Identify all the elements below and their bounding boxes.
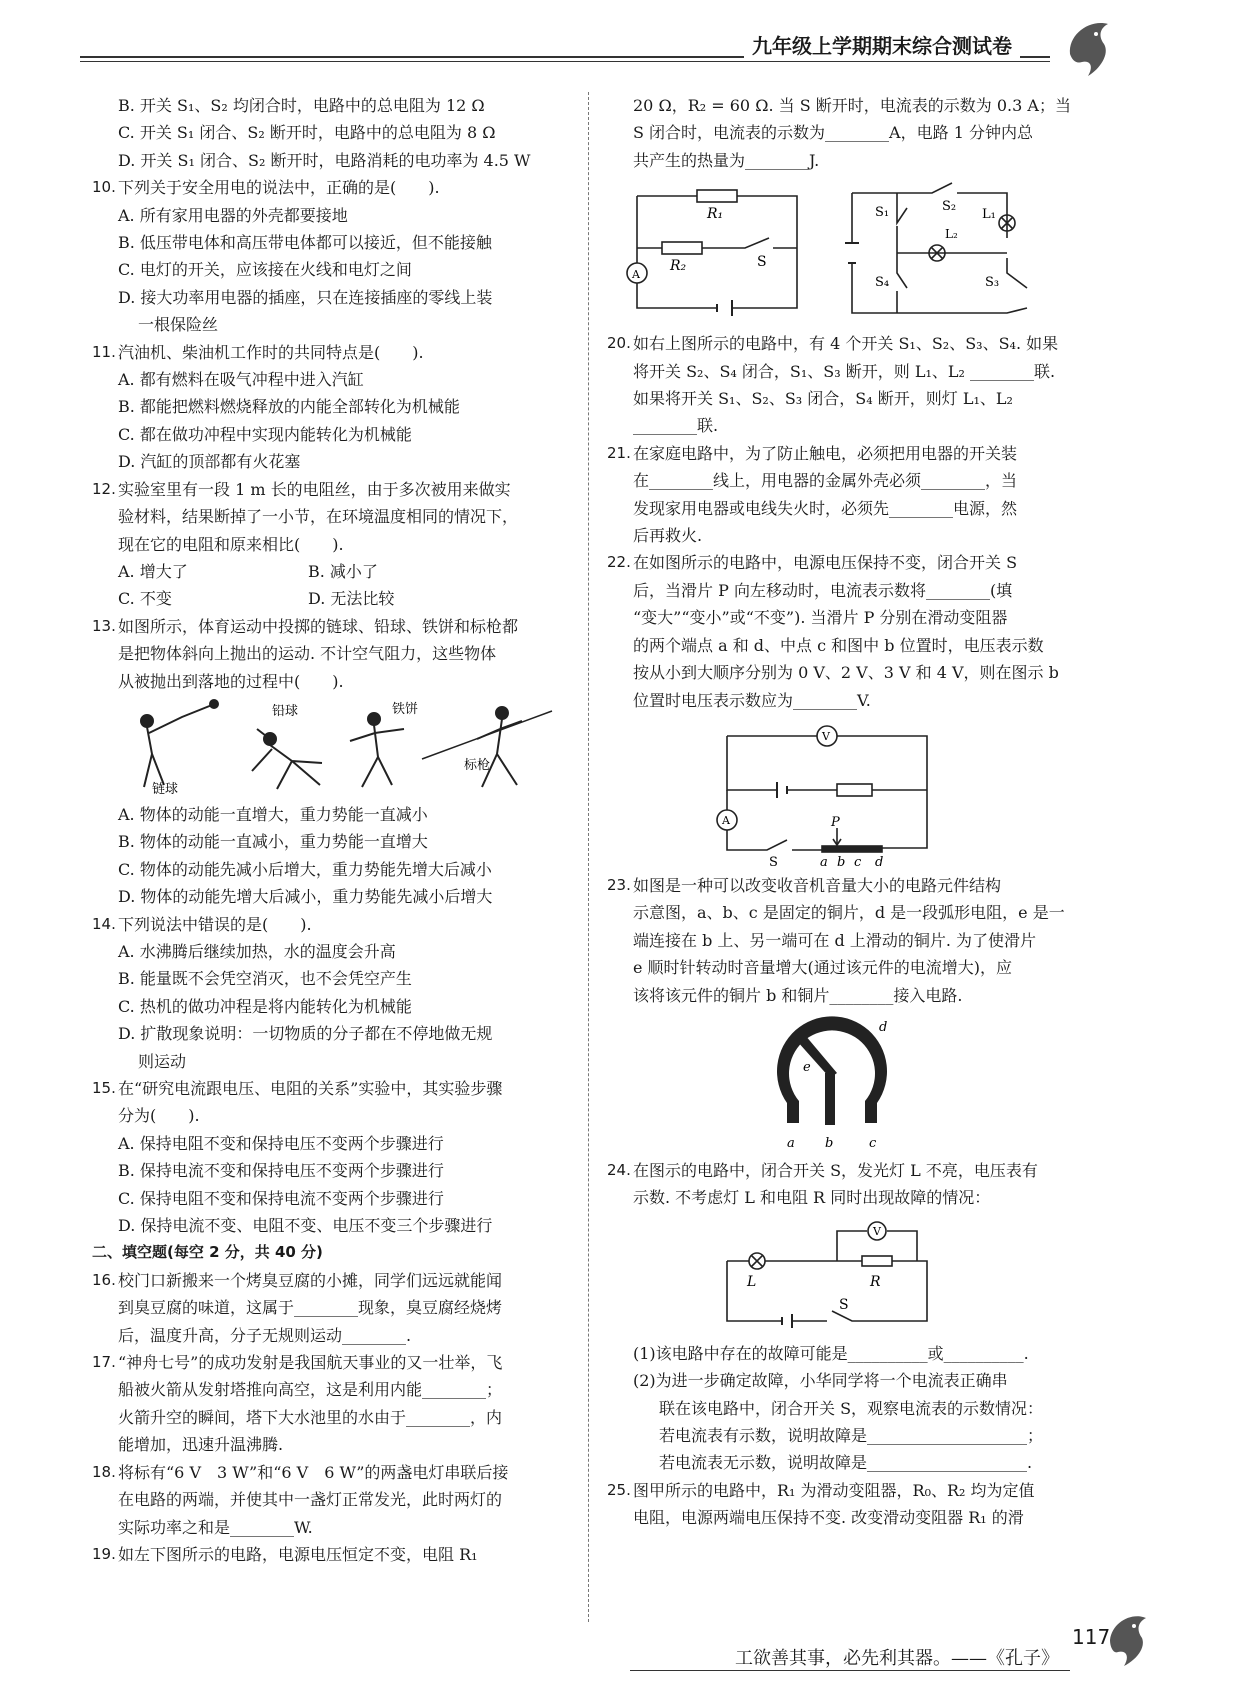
question-22: 22. 在如图所示的电路中，电源电压保持不变，闭合开关 S 后，当滑片 P 向左移动时，电流表示数将________(填 “变大”“变小”或“不变”). 当滑片 P 分别在滑动变阻器 的两个端点 a 和 d、中点 c 和图中 b 位置时，电压表示数 按从小到大顺序分别为 0 V、2 V、3 V 和 4 V，则在图示 b 位置时电压表示数应为________V.	[607, 553, 1059, 710]
q12-option-a: A. 增大了	[118, 561, 188, 581]
throwing-sports-figure	[92, 699, 568, 797]
potentiometer-diagram	[607, 1013, 1087, 1153]
q24-sub-1: (1)该电路中存在的故障可能是__________或__________.	[633, 1343, 1029, 1363]
q12-options-row2	[92, 585, 568, 612]
q13-option-c: C. 物体的动能先减小后增大，重力势能先增大后减小	[118, 859, 492, 879]
question-10: 10. 下列关于安全用电的说法中，正确的是( ).	[92, 174, 568, 201]
q13-option-d: D. 物体的动能先增大后减小，重力势能先减小后增大	[118, 887, 493, 907]
label-s2: S₂	[942, 199, 957, 215]
label-p: P	[831, 814, 840, 830]
label-a-end: a	[820, 854, 828, 868]
q15-option-d: D. 保持电流不变、电阻不变、电压不变三个步骤进行	[118, 1216, 493, 1236]
label-ammeter: A	[632, 268, 640, 282]
q19-continued-3: 共产生的热量为________J.	[633, 150, 820, 170]
question-16: 16. 校门口新搬来一个烤臭豆腐的小摊，同学们远远就能闻 到臭豆腐的味道，这属于________现象，臭豆腐经烧烤 后，温度升高，分子无规则运动________.	[92, 1270, 503, 1345]
q19-continued-2: S 闭合时，电流表的示数为________A，电路 1 分钟内总	[633, 123, 1033, 143]
q23-potentiometer-figure	[607, 1013, 1087, 1153]
q14-option-b: B. 能量既不会凭空消灭，也不会凭空产生	[118, 969, 412, 989]
label-s: S	[839, 1296, 849, 1313]
right-column	[607, 92, 1087, 1532]
q14-option-c: C. 热机的做功冲程是将内能转化为机械能	[118, 996, 412, 1016]
q10-option-d: D. 接大功率用电器的插座，只在连接插座的零线上装	[118, 287, 493, 307]
question-17: 17. “神舟七号”的成功发射是我国航天事业的又一壮举，飞 船被火箭从发射塔推向高空，这是利用内能________； 火箭升空的瞬间，塔下大水池里的水由于________，内 能增加，迅速升温沸腾.	[92, 1353, 503, 1455]
section-heading-fill-in: 二、填空题(每空 2 分，共 40 分)	[92, 1243, 323, 1262]
q11-option-a: A. 都有燃料在吸气冲程中进入汽缸	[118, 370, 364, 390]
q22-circuit	[607, 718, 1087, 868]
column-divider	[588, 92, 589, 1622]
q12-options-row1	[92, 558, 568, 585]
circuit-diagrams	[607, 178, 1087, 326]
q15-option-b: B. 保持电流不变和保持电压不变两个步骤进行	[118, 1161, 444, 1181]
question-21: 21. 在家庭电路中，为了防止触电，必须把用电器的开关装 在________线上，用电器的金属外壳必须________，当 发现家用电器或电线失火时，必须先________电源，然 后再救火.	[607, 443, 1018, 546]
resistor-r1	[697, 190, 737, 202]
q11-option-c: C. 都在做功冲程中实现内能转化为机械能	[118, 424, 412, 444]
circuit-diagram-22	[607, 718, 1087, 868]
question-23: 23. 如图是一种可以改变收音机音量大小的电路元件结构 示意图，a、b、c 是固定的铜片，d 是一段弧形电阻，e 是一 端连接在 b 上、另一端可在 d 上滑动的铜片. 为了使滑片 e 顺时针转动时音量增大(通过该元件的电流增大)，应 该将该元件的铜片 b 和铜片________接入电路.	[607, 875, 1065, 1005]
label-a: A	[722, 813, 730, 827]
label-a: a	[787, 1135, 795, 1151]
q12-option-b: B. 减小了	[308, 561, 378, 581]
label-javelin: 标枪	[464, 757, 491, 773]
q12-option-d: D. 无法比较	[308, 589, 395, 609]
page-number: 117	[1072, 1625, 1111, 1649]
q14-option-d: D. 扩散现象说明：一切物质的分子都在不停地做无规	[118, 1024, 493, 1044]
header-rule-thin	[80, 61, 1050, 62]
dolphin-icon-footer	[1102, 1610, 1152, 1672]
label-b: b	[825, 1135, 834, 1151]
resistor-r	[862, 1256, 892, 1266]
q14-option-d-cont: 则运动	[138, 1051, 187, 1071]
resistor	[837, 784, 872, 796]
q10-option-b: B. 低压带电体和高压带电体都可以接近，但不能接触	[118, 233, 492, 253]
q9-option-b: B. 开关 S₁、S₂ 均闭合时，电路中的总电阻为 12 Ω	[118, 96, 485, 115]
q11-option-d: D. 汽缸的顶部都有火花塞	[118, 452, 301, 472]
resistor-r2	[662, 242, 702, 254]
label-l2: L₂	[945, 227, 958, 242]
q19-q20-circuits	[607, 178, 1087, 326]
dolphin-icon	[1060, 14, 1120, 84]
rheostat	[822, 846, 882, 852]
question-20: 20. 如右上图所示的电路中，有 4 个开关 S₁、S₂、S₃、S₄. 如果 将开关 S₂、S₄ 闭合，S₁、S₃ 断开，则 L₁、L₂ ________联. 如果将开关 S₁、S₂、S₃ 闭合，S₄ 断开，则灯 L₁、L₂ ________联.	[607, 334, 1059, 436]
q10-option-d-cont: 一根保险丝	[138, 315, 219, 335]
question-11: 11. 汽油机、柴油机工作时的共同特点是( ).	[92, 339, 568, 366]
label-l: L	[747, 1273, 757, 1290]
q15-option-a: A. 保持电阻不变和保持电压不变两个步骤进行	[118, 1133, 444, 1153]
q15-option-c: C. 保持电阻不变和保持电流不变两个步骤进行	[118, 1188, 444, 1208]
footer-quote: 工欲善其事，必先利其器。——《孔子》	[735, 1648, 1059, 1669]
q24-sub-2-case-a: 若电流表有示数，说明故障是____________________；	[659, 1425, 1044, 1445]
q10-option-a: A. 所有家用电器的外壳都要接地	[118, 205, 348, 225]
label-r: R	[870, 1273, 881, 1290]
q13-option-a: A. 物体的动能一直增大，重力势能一直减小	[118, 804, 428, 824]
label-c: c	[869, 1135, 877, 1151]
q9-option-c: C. 开关 S₁ 闭合、S₂ 断开时，电路中的总电阻为 8 Ω	[118, 123, 496, 143]
label-s1: S₁	[875, 205, 890, 221]
q14-option-a: A. 水沸腾后继续加热，水的温度会升高	[118, 941, 396, 961]
q24-circuit	[607, 1216, 1087, 1336]
q24-sub-2-cont: 联在该电路中，闭合开关 S，观察电流表的示数情况：	[659, 1398, 1044, 1418]
label-b-pos: b	[837, 854, 846, 868]
label-d-end: d	[875, 854, 884, 868]
athletes-illustration	[92, 699, 562, 797]
q10-option-c: C. 电灯的开关，应该接在火线和电灯之间	[118, 260, 412, 280]
q24-sub-2-case-b: 若电流表无示数，说明故障是____________________.	[659, 1453, 1033, 1473]
question-14: 14. 下列说法中错误的是( ).	[92, 914, 312, 934]
label-v: V	[822, 729, 830, 743]
label-c-mid: c	[854, 854, 862, 868]
question-text: 汽油机、柴油机工作时的共同特点是( ).	[118, 342, 424, 362]
label-s: S	[769, 854, 778, 868]
q9-option-d: D. 开关 S₁ 闭合、S₂ 断开时，电路消耗的电功率为 4.5 W	[118, 150, 531, 170]
q19-continued-1: 20 Ω，R₂ = 60 Ω. 当 S 断开时，电流表的示数为 0.3 A；当	[633, 96, 1071, 115]
copper-b	[825, 1073, 835, 1125]
q24-sub-2: (2)为进一步确定故障，小华同学将一个电流表正确串	[633, 1371, 1008, 1391]
label-hammer: 链球	[152, 781, 179, 797]
label-discus: 铁饼	[392, 701, 419, 717]
label-s3: S₃	[985, 275, 1000, 291]
question-25: 25. 图甲所示的电路中，R₁ 为滑动变阻器，R₀、R₂ 均为定值 电阻，电源两端电压保持不变. 改变滑动变阻器 R₁ 的滑	[607, 1480, 1035, 1528]
label-v: V	[873, 1224, 881, 1238]
left-column	[92, 92, 568, 1568]
q12-option-c: C. 不变	[118, 589, 172, 609]
label-l1: L₁	[982, 207, 996, 223]
label-d: d	[879, 1019, 888, 1035]
circuit-diagram-24	[607, 1216, 1087, 1336]
question-24: 24. 在图示的电路中，闭合开关 S，发光灯 L 不亮，电压表有 示数. 不考虑灯 L 和电阻 R 同时出现故障的情况：	[607, 1160, 1038, 1208]
question-text: 下列关于安全用电的说法中，正确的是( ).	[118, 178, 440, 198]
label-s4: S₄	[875, 275, 890, 291]
question-15: 15. 在“研究电流跟电压、电阻的关系”实验中，其实验步骤 分为( ).	[92, 1079, 503, 1126]
q11-option-b: B. 都能把燃料燃烧释放的内能全部转化为机械能	[118, 397, 460, 417]
label-s: S	[757, 254, 767, 271]
label-r2: R₂	[670, 258, 687, 275]
question-19: 19. 如左下图所示的电路，电源电压恒定不变，电阻 R₁	[92, 1544, 478, 1564]
q13-option-b: B. 物体的动能一直减小，重力势能一直增大	[118, 832, 428, 852]
footer-rule	[630, 1670, 1070, 1671]
label-e: e	[803, 1059, 811, 1075]
page-title: 九年级上学期期末综合测试卷	[744, 30, 1020, 59]
question-12: 12. 实验室里有一段 1 m 长的电阻丝，由于多次被用来做实 验材料，结果断掉了一小节，在环境温度相同的情况下， 现在它的电阻和原来相比( ).	[92, 479, 519, 554]
label-shot-put: 铅球	[272, 703, 299, 719]
label-r1: R₁	[707, 206, 724, 223]
page-header	[80, 26, 1080, 70]
question-13: 13. 如图所示，体育运动中投掷的链球、铅球、铁饼和标枪都 是把物体斜向上抛出的运动. 不计空气阻力，这些物体 从被抛出到落地的过程中( ).	[92, 616, 519, 691]
question-18: 18. 将标有“6 V 3 W”和“6 V 6 W”的两盏电灯串联后接 在电路的两端，并使其中一盏灯正常发光，此时两灯的 实际功率之和是________W.	[92, 1462, 509, 1537]
